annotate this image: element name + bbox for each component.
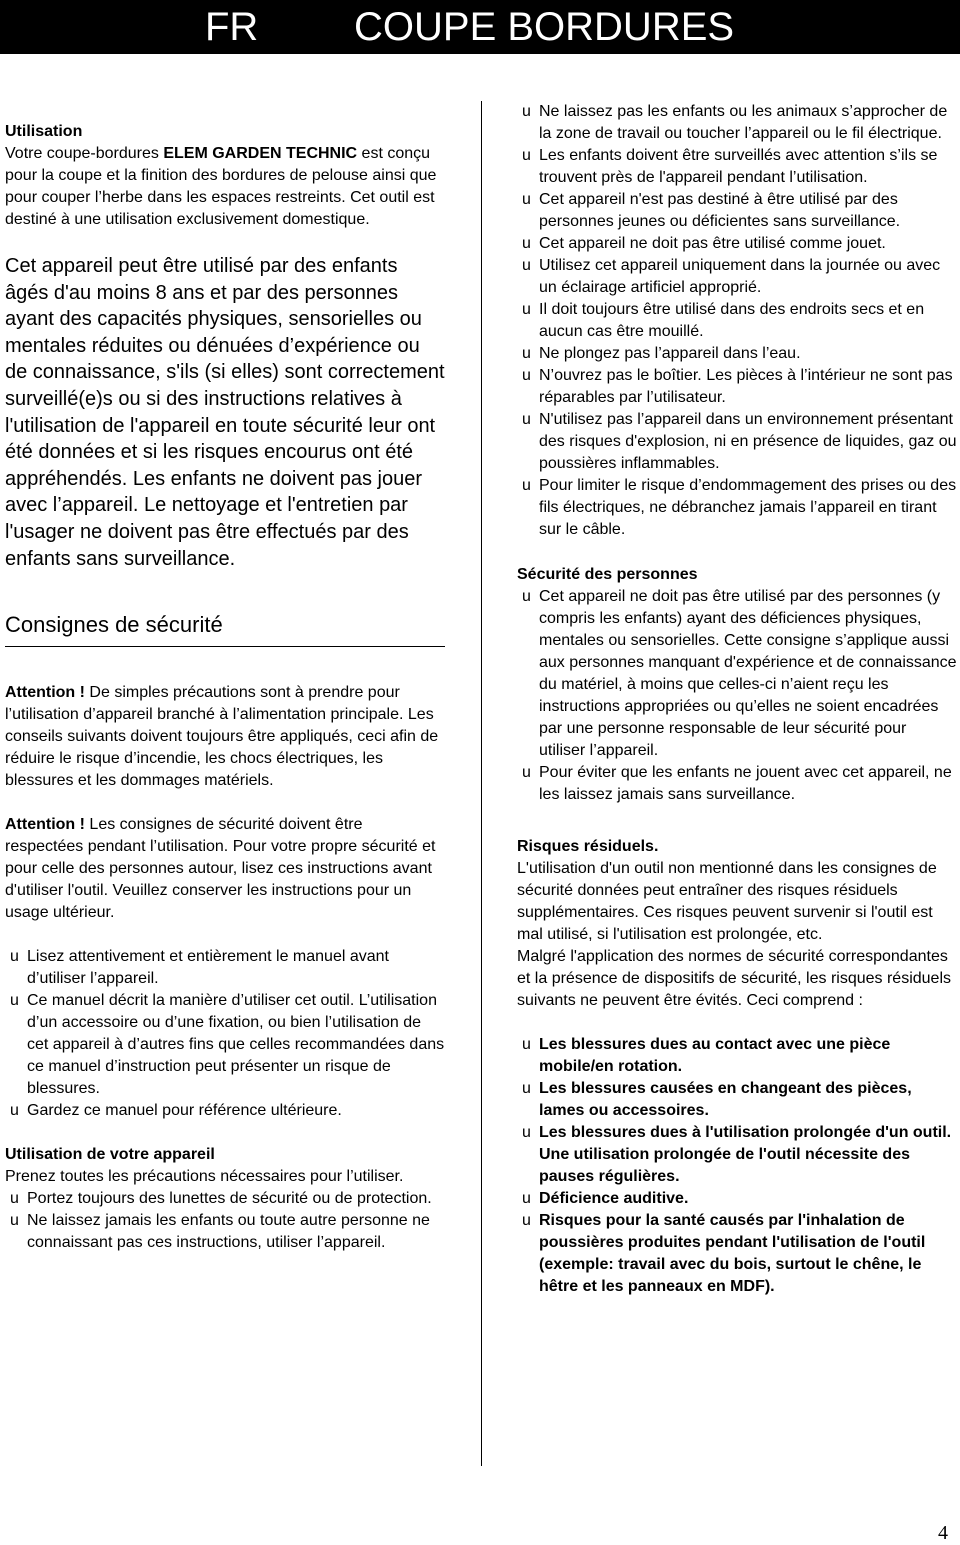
attention-paragraph-2	[5, 814, 445, 924]
list-item	[517, 409, 957, 475]
list-item-text: Ce manuel décrit la manière d’utiliser cet outil. L’utilisation d’un accessoire ou d’une fixation, ou bien l’utilisation de cet appareil à d’autres fins que celles recommandées dans ce manuel d’instruction peut présenter un risque de blessures.	[27, 992, 445, 1098]
column-divider	[481, 101, 482, 1466]
bullet-icon: u	[522, 588, 531, 605]
list-item	[5, 1100, 445, 1122]
list-item	[517, 101, 957, 145]
persons-heading: Sécurité des personnes	[517, 566, 698, 583]
list-item	[517, 343, 957, 365]
list-item	[517, 1034, 957, 1078]
persons-safety-list	[517, 586, 957, 806]
usage-paragraph	[5, 143, 445, 231]
bullet-icon: u	[522, 147, 531, 164]
residual-paragraph-2: Malgré l'application des normes de sécurité correspondantes et la présence de dispositifs de sécurité, les risques résiduels suivants ne peuvent être évités. Ceci comprend :	[517, 948, 951, 1009]
list-item-text: Déficience auditive.	[539, 1190, 689, 1207]
list-item	[517, 1188, 957, 1210]
list-item-text: Les enfants doivent être surveillés avec attention s’ils se trouvent près de l'appareil pendant l’utilisation.	[539, 147, 938, 186]
bullet-icon: u	[522, 477, 531, 494]
bullet-icon: u	[522, 1124, 531, 1141]
attention-label-1: Attention !	[5, 684, 85, 702]
list-item-text: Les blessures dues au contact avec une pièce mobile/en rotation.	[539, 1036, 891, 1075]
left-column	[5, 121, 445, 1254]
list-item	[5, 1210, 445, 1254]
list-item-text: Lisez attentivement et entièrement le manuel avant d’utiliser l’appareil.	[27, 948, 389, 988]
attention-label-2: Attention !	[5, 816, 85, 834]
list-item-text: Risques pour la santé causés par l'inhalation de poussières produites pendant l'utilisation de l'outil (exemple: travail avec du bois, surtout le chêne, le hêtre et les panneaux en MDF).	[539, 1212, 926, 1295]
bullet-icon: u	[522, 1080, 531, 1097]
bullet-icon: u	[522, 103, 531, 120]
bullet-icon: u	[10, 992, 19, 1010]
list-item-text: N'utilisez pas l’appareil dans un environnement présentant des risques d'explosion, ni en présence de liquides, gaz ou poussières inflammables.	[539, 411, 957, 472]
list-item	[517, 189, 957, 233]
bullet-icon: u	[522, 235, 531, 252]
attention-paragraph-1	[5, 682, 445, 792]
list-item-text: Il doit toujours être utilisé dans des endroits secs et en aucun cas être mouillé.	[539, 301, 925, 340]
attention-text-2: Les consignes de sécurité doivent être respectées pendant l’utilisation. Pour votre propre sécurité et pour celle des personnes autour, lisez ces instructions avant d'utiliser l'outil. Veuillez conserver les instructions pour un usage ultérieur.	[5, 816, 436, 922]
bullet-icon: u	[522, 257, 531, 274]
list-item-text: N’ouvrez pas le boîtier. Les pièces à l’intérieur ne sont pas réparables par l’utilisateur.	[539, 367, 953, 406]
list-item	[517, 1122, 957, 1188]
list-item-text: Gardez ce manuel pour référence ultérieure.	[27, 1102, 342, 1120]
list-item-text: Les blessures causées en changeant des pièces, lames ou accessoires.	[539, 1080, 912, 1119]
list-item-text: Cet appareil ne doit pas être utilisé par des personnes (y compris les enfants) ayant des déficiences physiques, mentales ou sensorielles. Cette consigne s’applique aussi aux personnes manquant d'expérience et de connaissance du matériel, à moins que celles-ci n’aient reçu les instructions appropriées ou qu’elles ne soient encadrées par une personne responsable de leur sécurité pour utiliser l’appareil.	[539, 588, 957, 759]
device-intro: Prenez toutes les précautions nécessaires pour l’utiliser.	[5, 1168, 404, 1186]
list-item-text: Cet appareil ne doit pas être utilisé comme jouet.	[539, 235, 886, 252]
list-item	[517, 1210, 957, 1298]
manual-bullet-list	[5, 946, 445, 1122]
list-item-text: Cet appareil n'est pas destiné à être utilisé par des personnes jeunes ou déficientes sans surveillance.	[539, 191, 901, 230]
residual-paragraph-1: L'utilisation d'un outil non mentionné dans les consignes de sécurité données peut entraîner des risques résiduels supplémentaires. Ces risques peuvent survenir si l'outil est mal utilisé, si l'utilisation est prolongée, etc.	[517, 860, 937, 943]
list-item-text: Pour limiter le risque d’endommagement des prises ou des fils électriques, ne débranchez jamais l’appareil en tirant sur le câble.	[539, 477, 957, 538]
device-bullet-list	[5, 1188, 445, 1254]
children-paragraph: Cet appareil peut être utilisé par des enfants âgés d'au moins 8 ans et par des personnes ayant des capacités physiques, sensorielles ou mentales réduites ou dénuées d’expérience ou de connaissance, s'ils (si elles) sont correctement surveillé(e)s ou si des instructions relatives à l'utilisation de l'appareil en toute sécurité leur ont été données et si les risques encourus ont été appréhendés. Les enfants ne doivent pas jouer avec l’appareil. Le nettoyage et l'entretien par l'usager ne doivent pas être effectués par des enfants sans surveillance.	[5, 255, 445, 570]
brand-name: ELEM GARDEN TECHNIC	[163, 145, 358, 162]
bullet-icon: u	[522, 1190, 531, 1207]
language-code: FR	[205, 5, 259, 49]
list-item-text: Pour éviter que les enfants ne jouent avec cet appareil, ne les laissez jamais sans surveillance.	[539, 764, 952, 803]
usage-post: est conçu pour la coupe et la finition des bordures de pelouse ainsi que pour couper l’herbe dans les espaces restreints. Cet outil est destiné à une utilisation exclusivement domestique.	[5, 145, 437, 228]
list-item	[5, 990, 445, 1100]
list-item	[5, 1188, 445, 1210]
bullet-icon: u	[522, 764, 531, 781]
bullet-icon: u	[10, 1212, 19, 1230]
list-item	[517, 255, 957, 299]
list-item-text: Portez toujours des lunettes de sécurité ou de protection.	[27, 1190, 432, 1208]
page-number: 4	[938, 1522, 948, 1544]
list-item-text: Ne laissez pas les enfants ou les animaux s’approcher de la zone de travail ou toucher l’appareil ou le fil électrique.	[539, 103, 948, 142]
list-item	[517, 299, 957, 343]
page-header	[0, 0, 960, 54]
bullet-icon: u	[10, 948, 19, 966]
device-heading: Utilisation de votre appareil	[5, 1146, 215, 1164]
bullet-icon: u	[522, 411, 531, 428]
list-item	[5, 946, 445, 990]
list-item	[517, 475, 957, 541]
list-item	[517, 762, 957, 806]
residual-risks-list	[517, 1034, 957, 1298]
usage-heading: Utilisation	[5, 123, 83, 140]
safety-section-title: Consignes de sécurité	[5, 610, 445, 647]
bullet-icon: u	[522, 301, 531, 318]
list-item-text: Utilisez cet appareil uniquement dans la journée ou avec un éclairage artificiel approprié.	[539, 257, 941, 296]
list-item	[517, 586, 957, 762]
list-item-text: Ne plongez pas l’appareil dans l’eau.	[539, 345, 801, 362]
bullet-icon: u	[522, 367, 531, 384]
list-item-text: Les blessures dues à l'utilisation prolongée d'un outil. Une utilisation prolongée de l'outil nécessite des pauses régulières.	[539, 1124, 952, 1185]
list-item	[517, 365, 957, 409]
page-title: COUPE BORDURES	[354, 5, 735, 49]
bullet-icon: u	[10, 1190, 19, 1208]
residual-heading: Risques résiduels.	[517, 838, 659, 855]
bullet-icon: u	[522, 191, 531, 208]
general-safety-list	[517, 101, 957, 541]
bullet-icon: u	[10, 1102, 19, 1120]
attention-text-1: De simples précautions sont à prendre pour l’utilisation d’appareil branché à l’alimentation principale. Les conseils suivants doivent toujours être appliqués, ceci afin de réduire le risque d’incendie, les chocs électriques, les blessures et les dommages matériels.	[5, 684, 439, 790]
usage-pre: Votre coupe-bordures	[5, 145, 164, 162]
list-item	[517, 1078, 957, 1122]
list-item	[517, 233, 957, 255]
right-column	[517, 101, 957, 1298]
list-item-text: Ne laissez jamais les enfants ou toute autre personne ne connaissant pas ces instructions, utiliser l’appareil.	[27, 1212, 430, 1252]
list-item	[517, 145, 957, 189]
bullet-icon: u	[522, 345, 531, 362]
bullet-icon: u	[522, 1212, 531, 1229]
bullet-icon: u	[522, 1036, 531, 1053]
